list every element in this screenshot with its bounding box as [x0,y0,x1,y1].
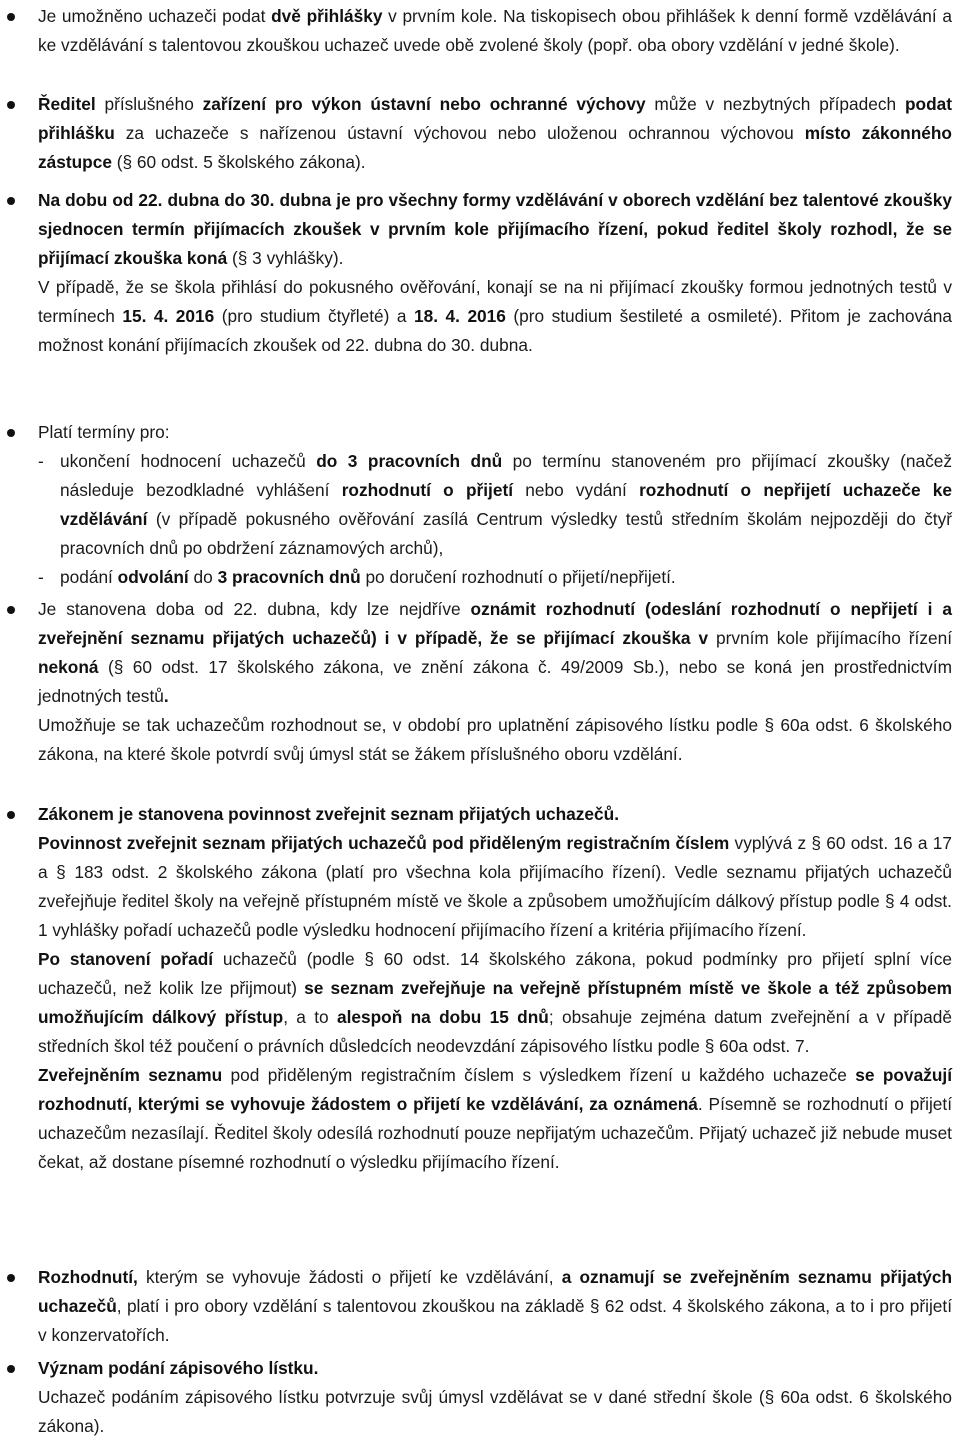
bullet-text [38,2,952,60]
text-run: prvním kole přijímacího řízení [708,628,952,648]
paragraph [38,1061,952,1177]
text-run: do [188,567,218,587]
text-run: (v případě pokusného ověřování zasílá Centrum výsledky testů středním školám nejpozději do čtyř pracovních dnů po obdržení záznamových archů), [60,509,952,558]
bullet-text [38,186,952,360]
bold-text-run: rozhodnutí o nepřijetí uchazeče ke vzdělávání [60,480,953,529]
text-run: . Písemně se rozhodnutí o přijetí uchazečům nezasílají. Ředitel školy odesílá rozhodnutí pouze nepřijatým uchazečům. Přijatý uchazeč již nebude muset čekat, až dostane písemné rozhodnutí o výsledku přijímacího řízení. [38,1094,952,1172]
paragraph [38,90,952,177]
bullet-text [38,90,952,177]
text-run: pod přiděleným registračním číslem s výsledkem řízení u každého uchazeče [222,1065,856,1085]
paragraph [38,1354,952,1383]
text-run: uchazečů (podle § 60 odst. 14 školského zákona, pokud podmínky pro přijetí splní více uchazečů, než kolik lze přijmout) [38,949,952,998]
bold-text-run: odvolání [117,567,189,587]
paragraph [38,1383,952,1441]
paragraph [38,186,952,273]
bold-text-run: 3 pracovních dnů [217,567,361,587]
text-run: (§ 3 vyhlášky). [227,248,344,268]
bold-text-run: a oznamují se zveřejněním seznamu přijatých uchazečů [38,1267,952,1316]
text-run: Platí termíny pro: [38,422,170,442]
dash-list-item [38,447,952,563]
bullet-icon [7,1274,15,1282]
text-run: Je umožněno uchazeči podat [38,6,272,26]
dash-icon: - [38,451,44,471]
text-run: Uchazeč podáním zápisového lístku potvrzuje svůj úmysl vzdělávat se v dané střední škole (§ 60a odst. 6 školského zákona). [38,1387,952,1436]
bold-text-run: Na dobu od 22. dubna do 30. dubna je pro všechny formy vzdělávání v oborech vzdělání bez talentové zkoušky sjednocen termín přijímacích zkoušek v prvním kole přijímacího řízení, pokud ředitel školy rozhodl, že se přijímací zkouška koná [38,190,952,268]
text-run: Je stanovena doba od 22. dubna, kdy lze nejdříve [38,599,471,619]
bold-text-run: se považují rozhodnutí, kterými se vyhovuje žádostem o přijetí ke vzdělávání, za oznámená [38,1065,952,1114]
paragraph [38,418,952,447]
paragraph [38,945,952,1061]
text-run: po doručení rozhodnutí o přijetí/nepřijetí. [360,567,676,587]
text-run: kterým se vyhovuje žádosti o přijetí ke vzdělávání, [137,1267,562,1287]
bold-text-run: Povinnost zveřejnit seznam přijatých uchazečů pod přiděleným registračním číslem [38,833,730,853]
text-run: ; obsahuje zejména datum zveřejnění a v případě středních škol též poučení o právních důsledcích neodevzdání zápisového lístku podle § 60a odst. 7. [38,1007,953,1056]
bullet-text [38,800,952,1177]
bullet-text [38,1263,952,1350]
bullet-icon [7,101,15,109]
bold-text-run: zařízení pro výkon ústavní nebo ochranné výchovy [202,94,646,114]
bold-text-run: Po stanovení pořadí [38,949,214,969]
bold-text-run: Zákonem je stanovena povinnost zveřejnit seznam přijatých uchazečů. [38,804,620,824]
text-run: nebo vydání [513,480,640,500]
bold-text-run: Zveřejněním seznamu [38,1065,223,1085]
text-run: Umožňuje se tak uchazečům rozhodnout se, v období pro uplatnění zápisového lístku podle § 60a odst. 6 školského zákona, na které škole potvrdí svůj úmysl stát se žákem příslušného oboru vzdělání. [38,715,952,764]
bold-text-run: podat přihlášku [38,94,953,143]
paragraph [38,1263,952,1350]
text-run: , a to [283,1007,337,1027]
bold-text-run: dvě přihlášky [271,6,383,26]
bold-text-run: 18. 4. 2016 [414,306,506,326]
text-run: může v nezbytných případech [645,94,905,114]
paragraph [38,595,952,711]
bold-text-run: Význam podání zápisového lístku. [38,1358,319,1378]
bullet-text [38,595,952,769]
bold-text-run: do 3 pracovních dnů [316,451,503,471]
paragraph [38,800,952,829]
text-run: v prvním kole. Na tiskopisech obou přihlášek k denní formě vzdělávání a ke vzdělávání s talentovou zkouškou uchazeč uvede obě zvolené školy (popř. oba obory vzdělání v jedné škole). [38,6,952,55]
bold-text-run: rozhodnutí o přijetí [341,480,514,500]
text-run: příslušného [95,94,203,114]
text-run: ukončení hodnocení uchazečů [60,451,317,471]
bold-text-run: oznámit rozhodnutí (odeslání rozhodnutí o nepřijetí i a zveřejnění seznamu přijatých uchazečů) i v případě, že se přijímací zkouška v [38,599,952,648]
paragraph [38,273,952,360]
dash-icon: - [38,567,44,587]
paragraph [38,2,952,60]
bullet-icon [7,429,15,437]
paragraph [38,711,952,769]
text-run: V případě, že se škola přihlásí do pokusného ověřování, konají se na ni přijímací zkoušky formou jednotných testů v termínech [38,277,952,326]
text-run: vyplývá z § 60 odst. 16 a 17 a § 183 odst. 2 školského zákona (platí pro všechna kola přijímacího řízení). Vedle seznamu přijatých uchazečů zveřejňuje ředitel školy na veřejně přístupném místě ve škole a způsobem umožňujícím dálkový přístup podle § 4 odst. 1 vyhlášky pořadí uchazečů podle výsledku hodnocení přijímacího řízení a kritéria přijímacího řízení. [38,833,952,940]
text-run: (§ 60 odst. 17 školského zákona, ve znění zákona č. 49/2009 Sb.), nebo se koná jen prostřednictvím jednotných testů [38,657,952,706]
bullet-icon [7,13,15,21]
text-run: (§ 60 odst. 5 školského zákona). [111,152,366,172]
bold-text-run: Ředitel [38,94,96,114]
dash-list [38,447,952,592]
bullet-text [38,1354,952,1441]
text-run: podání [60,567,118,587]
bold-text-run: 15. 4. 2016 [122,306,215,326]
bold-text-run: Rozhodnutí, [38,1267,138,1287]
bullet-icon [7,197,15,205]
bold-text-run: alespoň na dobu 15 dnů [336,1007,549,1027]
bold-text-run: místo zákonného zástupce [38,123,952,172]
text-run: (pro studium šestileté a osmileté). Přitom je zachována možnost konání přijímacích zkoušek od 22. dubna do 30. dubna. [38,306,952,355]
paragraph [38,829,952,945]
bullet-icon [7,606,15,614]
dash-list-item [38,563,952,592]
text-run: za uchazeče s nařízenou ústavní výchovou nebo uloženou ochrannou výchovou [114,123,805,143]
bullet-icon [7,1365,15,1373]
bullet-text [38,418,952,592]
text-run: po termínu stanoveném pro přijímací zkoušky (načež následuje bezodkladné vyhlášení [60,451,952,500]
bullet-icon [7,811,15,819]
bold-text-run: . [163,686,169,706]
text-run: (pro studium čtyřleté) a [214,306,415,326]
text-run: , platí i pro obory vzdělání s talentovou zkouškou na základě § 62 odst. 4 školského zákona, a to i pro přijetí v konzervatořích. [38,1296,952,1345]
bold-text-run: se seznam zveřejňuje na veřejně přístupném místě ve škole a též způsobem umožňujícím dálkový přístup [38,978,952,1027]
bold-text-run: nekoná [38,657,99,677]
